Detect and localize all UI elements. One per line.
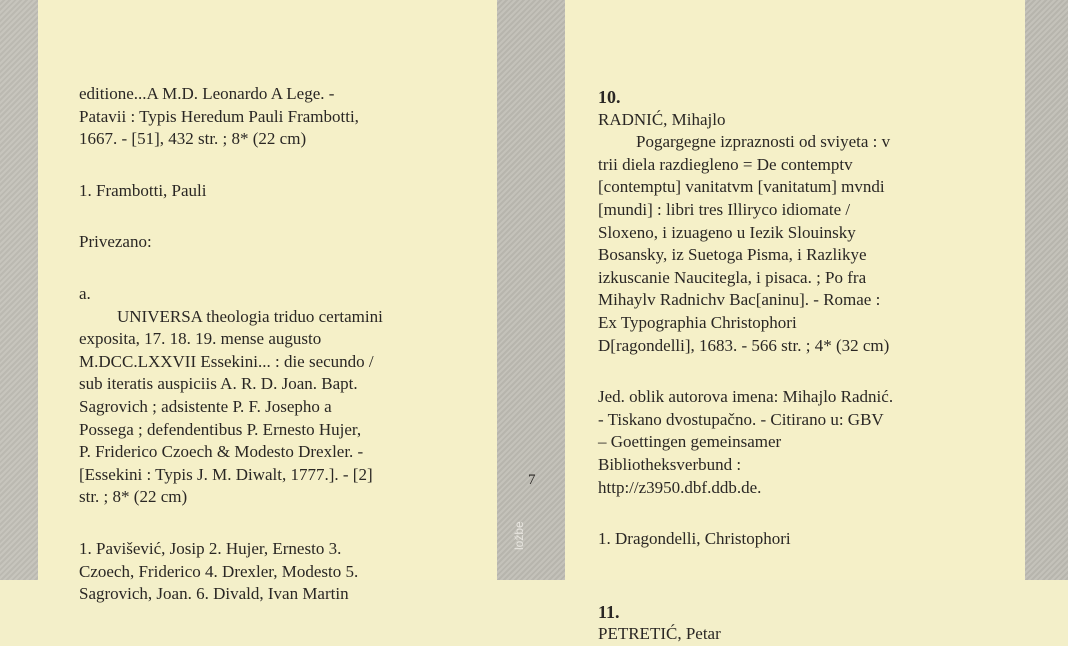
spine-text: ložbe xyxy=(512,521,526,550)
note-line: Jed. oblik autorova imena: Mihajlo Radnić. xyxy=(598,387,894,407)
index-entry: 1. Frambotti, Pauli xyxy=(79,180,207,200)
text-line: M.DCC.LXXVII Essekini... : die secundo / xyxy=(79,351,374,371)
right-page-text xyxy=(598,86,938,646)
text-line: izkuscanie Naucitegla, i pisaca. ; Po fra xyxy=(598,267,867,287)
sub-entry-letter: a. xyxy=(79,283,91,303)
entry-number: 10. xyxy=(598,87,621,107)
text-line: Mihaylv Radnichv Bac[aninu]. - Romae : xyxy=(598,290,881,310)
note-line: - Tiskano dvostupačno. - Citirano u: GBV xyxy=(598,409,884,429)
bound-with-label: Privezano: xyxy=(79,232,152,252)
text-line: 1667. - [51], 432 str. ; 8* (22 cm) xyxy=(79,129,307,149)
index-entry: 1. Dragondelli, Christophori xyxy=(598,529,791,549)
text-line: sub iteratis auspiciis A. R. D. Joan. Bapt. xyxy=(79,374,358,394)
text-line: P. Friderico Czoech & Modesto Drexler. - xyxy=(79,442,364,462)
text-line: [mundi] : libri tres Illiryco idiomate / xyxy=(598,199,851,219)
text-line: Sloxeno, i izuageno u Iezik Slouinsky xyxy=(598,222,856,242)
entry-author: RADNIĆ, Mihajlo xyxy=(598,109,726,129)
text-line: trii diela razdiegleno = De contemptv xyxy=(598,154,853,174)
text-line: Ex Typographia Christophori xyxy=(598,312,797,332)
text-line: [Essekini : Typis J. M. Diwalt, 1777.]. - [2] xyxy=(79,464,373,484)
entry-author: PETRETIĆ, Petar xyxy=(598,624,721,644)
text-line: [contemptu] vanitatvm [vanitatum] mvndi xyxy=(598,177,885,197)
text-line: str. ; 8* (22 cm) xyxy=(79,487,188,507)
text-line: Bosansky, iz Suetoga Pisma, i Razlikye xyxy=(598,245,867,265)
left-page-text xyxy=(79,83,419,606)
text-line: Pogargegne izpraznosti od sviyeta : v xyxy=(636,132,891,152)
index-entry: Czoech, Friderico 4. Drexler, Modesto 5. xyxy=(79,561,359,581)
index-entry: Sagrovich, Joan. 6. Divald, Ivan Martin xyxy=(79,584,349,604)
note-line: – Goettingen gemeinsamer xyxy=(598,432,782,452)
book-spine xyxy=(497,0,565,580)
text-line: Patavii : Typis Heredum Pauli Frambotti, xyxy=(79,106,359,126)
left-margin-strip xyxy=(0,0,38,580)
text-line: editione...A M.D. Leonardo A Lege. - xyxy=(79,84,335,103)
text-line: Possega ; defendentibus P. Ernesto Hujer, xyxy=(79,419,362,439)
right-margin-strip xyxy=(1025,0,1068,580)
text-line: exposita, 17. 18. 19. mense augusto xyxy=(79,329,322,349)
text-line: UNIVERSA theologia triduo certamini xyxy=(117,306,383,326)
text-line: D[ragondelli], 1683. - 566 str. ; 4* (32 cm) xyxy=(598,335,890,355)
page-number: 7 xyxy=(528,472,536,488)
note-line: http://z3950.dbf.ddb.de. xyxy=(598,477,762,497)
entry-number: 11. xyxy=(598,601,620,622)
note-line: Bibliotheksverbund : xyxy=(598,454,742,474)
index-entry: 1. Pavišević, Josip 2. Hujer, Ernesto 3. xyxy=(79,538,342,558)
text-line: Sagrovich ; adsistente P. F. Josepho a xyxy=(79,396,332,416)
